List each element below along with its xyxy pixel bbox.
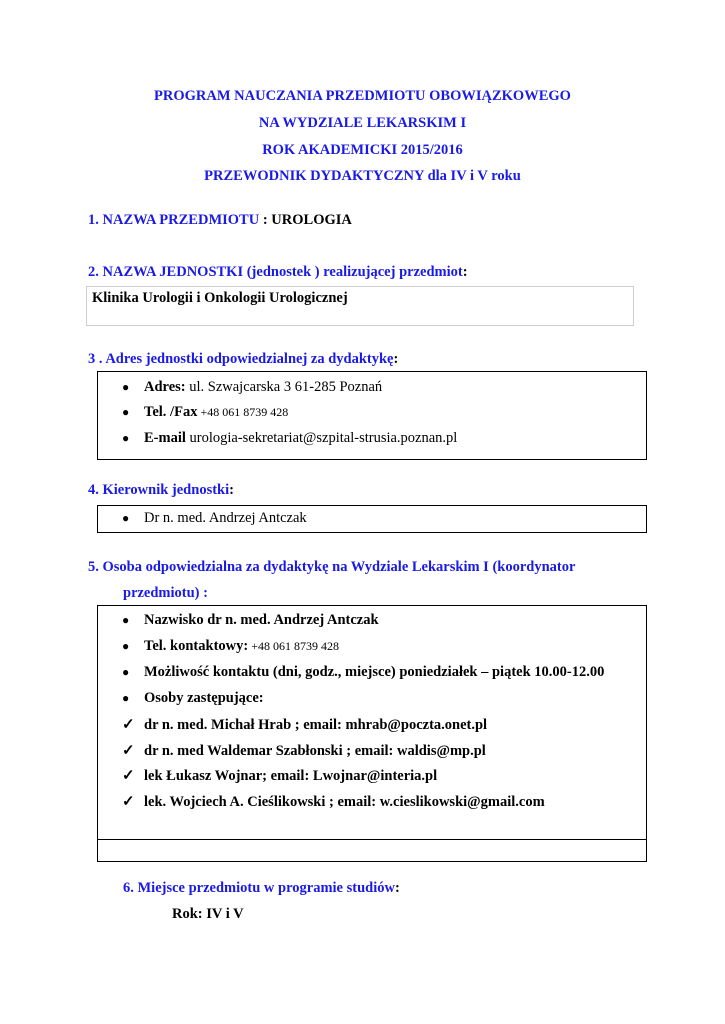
deputy-item	[122, 715, 487, 734]
tel-fax-value: +48 061 8739 428	[197, 405, 289, 419]
section-1-heading	[88, 212, 352, 229]
section-1-label: 1. NAZWA PRZEDMIOTU	[88, 212, 260, 228]
section-5-heading-line1: 5. Osoba odpowiedzialna za dydaktykę na Wydziale Lekarskim I (koordynator	[88, 559, 576, 575]
section-6-heading	[123, 880, 400, 897]
bullet-icon: ●	[122, 405, 130, 419]
section-3-heading	[88, 351, 398, 368]
bullet-icon: ●	[122, 613, 130, 627]
address-label: Adres:	[144, 379, 186, 395]
section-5-divider	[98, 839, 646, 840]
bullet-icon: ●	[122, 431, 130, 445]
section-4-box	[97, 505, 647, 533]
bullet-icon: ●	[122, 511, 130, 525]
deputies-item	[122, 690, 264, 707]
coordinator-name: Nazwisko dr n. med. Andrzej Antczak	[144, 612, 379, 628]
checkmark-icon: ✓	[122, 743, 135, 759]
deputy-item	[122, 766, 437, 785]
doc-title-line3: ROK AKADEMICKI 2015/2016	[262, 142, 463, 158]
head-of-unit-item	[122, 510, 307, 527]
section-6-label: 6. Miejsce przedmiotu w programie studiów	[123, 880, 395, 896]
section-6-colon: :	[394, 880, 400, 896]
address-item	[122, 379, 382, 396]
doc-title-line2: NA WYDZIALE LEKARSKIM I	[258, 115, 467, 131]
deputy-item	[122, 741, 486, 760]
section-2-label: 2. NAZWA JEDNOSTKI (jednostek ) realizującej przedmiot	[88, 264, 463, 280]
email-item	[122, 430, 457, 447]
section-1-separator: :	[259, 212, 272, 228]
section-2-heading	[88, 264, 468, 281]
contact-hours-item	[122, 664, 604, 681]
section-2-colon: :	[462, 264, 468, 280]
checkmark-icon: ✓	[122, 768, 135, 784]
bullet-icon: ●	[122, 639, 130, 653]
section-3-label: 3 . Adres jednostki odpowiedzialnej za dydaktykę	[88, 351, 394, 367]
deputy-text: lek. Wojciech A. Cieślikowski ; email: w.cieslikowski@gmail.com	[144, 794, 545, 810]
section-2-box	[86, 286, 634, 326]
bullet-icon: ●	[122, 691, 130, 705]
email-value: urologia-sekretariat@szpital-strusia.poznan.pl	[185, 430, 458, 446]
deputy-text: dr n. med. Michał Hrab ; email: mhrab@poczta.onet.pl	[144, 717, 488, 733]
coordinator-tel-value: +48 061 8739 428	[248, 639, 339, 653]
section-4-heading	[88, 482, 234, 499]
deputy-text: lek Łukasz Wojnar; email: Lwojnar@interia.pl	[144, 768, 438, 784]
deputies-label: Osoby zastępujące:	[144, 690, 264, 706]
coordinator-name-item	[122, 612, 379, 629]
checkmark-icon: ✓	[122, 794, 135, 810]
section-4-label: 4. Kierownik jednostki	[88, 482, 230, 498]
study-year: Rok: IV i V	[172, 906, 244, 922]
contact-hours: Możliwość kontaktu (dni, godz., miejsce) poniedziałek – piątek 10.00-12.00	[144, 664, 605, 680]
bullet-icon: ●	[122, 380, 130, 394]
section-4-colon: :	[229, 482, 234, 498]
section-5-box	[97, 605, 647, 862]
doc-title-line1: PROGRAM NAUCZANIA PRZEDMIOTU OBOWIĄZKOWEGO	[154, 88, 571, 104]
head-of-unit-value: Dr n. med. Andrzej Antczak	[144, 510, 307, 526]
email-label: E-mail	[144, 430, 186, 446]
tel-fax-label: Tel. /Fax	[144, 404, 198, 420]
address-value: ul. Szwajcarska 3 61-285 Poznań	[185, 379, 383, 395]
doc-title-line4: PRZEWODNIK DYDAKTYCZNY dla IV i V roku	[204, 168, 521, 184]
coordinator-tel-item	[122, 638, 339, 655]
coordinator-tel-label: Tel. kontaktowy:	[144, 638, 249, 654]
bullet-icon: ●	[122, 665, 130, 679]
section-2-value: Klinika Urologii i Onkologii Urologicznej	[92, 290, 348, 306]
checkmark-icon: ✓	[122, 717, 135, 733]
section-3-box	[97, 371, 647, 460]
tel-fax-item	[122, 404, 288, 421]
deputy-item	[122, 792, 545, 811]
deputy-text: dr n. med Waldemar Szabłonski ; email: waldis@mp.pl	[144, 743, 486, 759]
section-3-colon: :	[393, 351, 399, 367]
section-1-value: UROLOGIA	[271, 212, 352, 228]
section-5-heading-line2: przedmiotu) :	[123, 585, 208, 601]
